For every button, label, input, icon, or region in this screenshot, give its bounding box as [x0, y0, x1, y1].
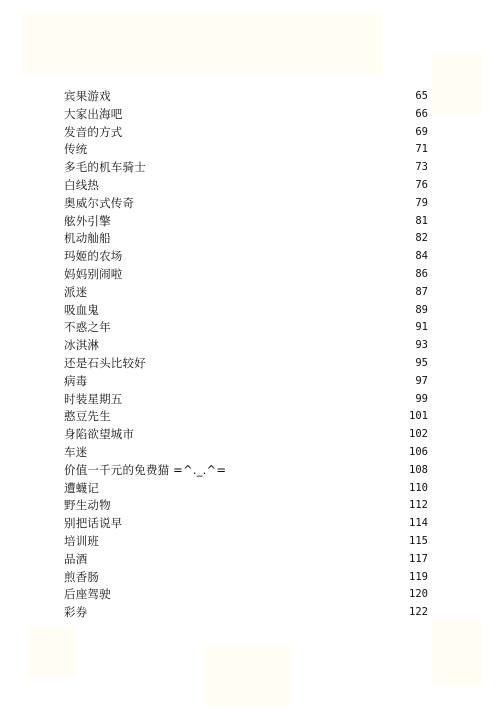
toc-entry — [64, 462, 428, 480]
toc-entry-title: 玛姬的农场 — [64, 249, 123, 264]
toc-entry — [64, 355, 428, 373]
toc-entry-page-number: 86 — [415, 267, 428, 280]
toc-entry — [64, 177, 428, 195]
toc-entry-page-number: 99 — [415, 392, 428, 405]
toc-entry-page-number: 122 — [409, 606, 428, 619]
toc-entry-page-number: 91 — [415, 321, 428, 334]
toc-entry-title: 多毛的机车骑士 — [64, 160, 146, 175]
toc-entry — [64, 426, 428, 444]
toc-entry — [64, 444, 428, 462]
toc-entry-page-number: 84 — [415, 250, 428, 263]
toc-entry-title: 奥威尔式传奇 — [64, 195, 135, 210]
toc-entry-page-number: 95 — [415, 356, 428, 369]
toc-entry-title: 培训班 — [64, 533, 100, 548]
toc-entry — [64, 284, 428, 302]
toc-entry-page-number: 108 — [409, 463, 428, 476]
toc-entry-title: 彩券 — [64, 605, 88, 620]
toc-entry-page-number: 97 — [415, 374, 428, 387]
toc-entry-title: 憨豆先生 — [64, 409, 111, 424]
toc-entry — [64, 195, 428, 213]
page-smudge-bottom-mid — [204, 646, 292, 706]
toc-entry-page-number: 66 — [415, 107, 428, 120]
toc-entry-title: 煎香肠 — [64, 569, 100, 584]
toc-entry — [64, 230, 428, 248]
toc-entry-title: 吸血鬼 — [64, 302, 100, 317]
toc-entry — [64, 569, 428, 587]
toc-entry-title: 身陷欲望城市 — [64, 427, 135, 442]
toc-entry-title: 冰淇淋 — [64, 338, 100, 353]
toc-entry — [64, 319, 428, 337]
toc-entry-title: 不惑之年 — [64, 320, 111, 335]
page-smudge-right — [432, 54, 482, 114]
toc-entry — [64, 141, 428, 159]
toc-entry-title: 还是石头比较好 — [64, 355, 146, 370]
toc-entry-page-number: 76 — [415, 178, 428, 191]
toc-entry-page-number: 112 — [409, 499, 428, 512]
toc-entry-title: 妈妈别闹啦 — [64, 266, 123, 281]
toc-entry-title: 遭蠛记 — [64, 480, 100, 495]
toc-entry-title: 时装星期五 — [64, 391, 123, 406]
toc-entry — [64, 373, 428, 391]
toc-entry-title: 传统 — [64, 142, 88, 157]
toc-entry — [64, 533, 428, 551]
toc-entry-page-number: 119 — [409, 570, 428, 583]
toc-entry-page-number: 65 — [415, 90, 428, 102]
toc-entry — [64, 213, 428, 231]
toc-entry — [64, 248, 428, 266]
toc-entry — [64, 515, 428, 533]
page-smudge-top — [22, 14, 382, 74]
toc-entry — [64, 302, 428, 320]
toc-entry — [64, 551, 428, 569]
toc-entry-page-number: 110 — [409, 481, 428, 494]
toc-entry-page-number: 82 — [415, 232, 428, 245]
toc-entry-page-number: 101 — [409, 410, 428, 423]
toc-entry-title: 发音的方式 — [64, 124, 123, 139]
toc-entry-title: 后座驾驶 — [64, 587, 111, 602]
toc-entry-title: 病毒 — [64, 373, 88, 388]
toc-entry-title: 舷外引擎 — [64, 213, 111, 228]
toc-entry-page-number: 79 — [415, 196, 428, 209]
toc-entry-page-number: 117 — [409, 552, 428, 565]
toc-entry-page-number: 87 — [415, 285, 428, 298]
toc-entry — [64, 408, 428, 426]
toc-entry-page-number: 69 — [415, 125, 428, 138]
toc-entry — [64, 337, 428, 355]
toc-entry — [64, 586, 428, 604]
toc-entry — [64, 480, 428, 498]
toc-entry-page-number: 114 — [409, 517, 428, 530]
toc-entry-page-number: 115 — [409, 534, 428, 547]
toc-entry-page-number: 89 — [415, 303, 428, 316]
toc-entry-title: 别把话说早 — [64, 516, 123, 531]
toc-entry-page-number: 120 — [409, 588, 428, 601]
table-of-contents — [64, 88, 428, 622]
toc-entry-title: 车迷 — [64, 444, 88, 459]
toc-entry — [64, 124, 428, 142]
toc-entry-title: 白线热 — [64, 177, 100, 192]
page-smudge-bottom-right — [432, 620, 482, 686]
toc-entry-title: 品酒 — [64, 551, 88, 566]
toc-entry-title: 价值一千元的免费猫 =^._.^= — [64, 462, 227, 477]
toc-entry-title: 派迷 — [64, 284, 88, 299]
toc-entry-page-number: 93 — [415, 339, 428, 352]
toc-entry-page-number: 102 — [409, 428, 428, 441]
toc-entry-page-number: 73 — [415, 161, 428, 174]
toc-entry — [64, 604, 428, 622]
toc-entry-page-number: 81 — [415, 214, 428, 227]
toc-entry — [64, 159, 428, 177]
toc-entry — [64, 266, 428, 284]
toc-entry-title: 野生动物 — [64, 498, 111, 513]
toc-entry-title: 宾果游戏 — [64, 89, 111, 103]
page-smudge-bottom-left — [28, 626, 76, 676]
toc-entry-page-number: 106 — [409, 445, 428, 458]
toc-entry-title: 大家出海吧 — [64, 106, 123, 121]
toc-entry — [64, 391, 428, 409]
toc-entry — [64, 88, 428, 106]
toc-entry-title: 机动舢船 — [64, 231, 111, 246]
toc-entry-page-number: 71 — [415, 143, 428, 156]
toc-entry — [64, 497, 428, 515]
toc-entry — [64, 106, 428, 124]
